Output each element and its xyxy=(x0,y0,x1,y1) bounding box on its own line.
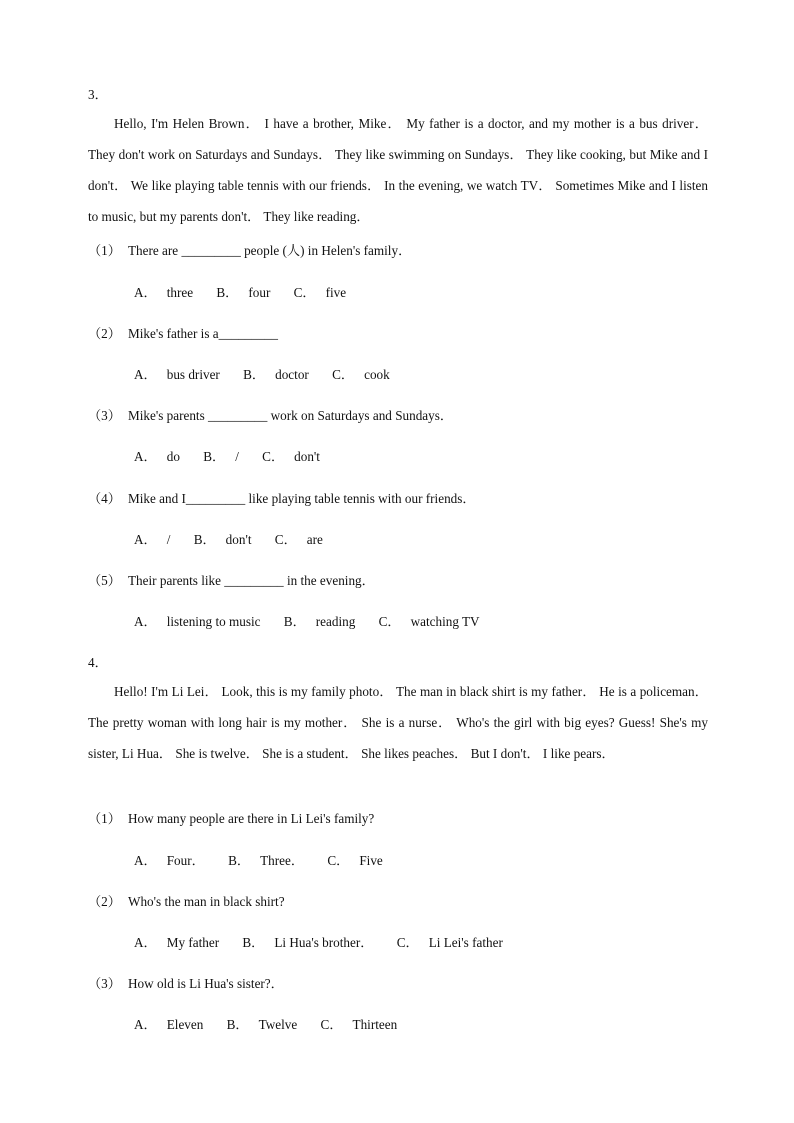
option-b[interactable]: B． Three． xyxy=(228,853,305,868)
question-3-5-stem: Their parents like _________ in the evening． xyxy=(128,573,375,588)
question-3-5: （5） Their parents like _________ in the evening． xyxy=(88,573,375,588)
question-number-4: 4． xyxy=(88,655,108,670)
question-4-2-stem: Who's the man in black shirt? xyxy=(128,894,285,909)
options-4-2 xyxy=(134,932,523,951)
option-b[interactable]: B． Li Hua's brother． xyxy=(242,935,374,950)
option-a[interactable]: A． three xyxy=(134,285,194,300)
option-a[interactable]: A． listening to music xyxy=(134,614,261,629)
option-b[interactable]: B． Twelve xyxy=(226,1017,298,1032)
question-3-4-stem: Mike and I_________ like playing table tennis with our friends． xyxy=(128,491,476,506)
options-4-3 xyxy=(134,1014,417,1033)
option-a[interactable]: A． do xyxy=(134,449,180,464)
option-b[interactable]: B． don't xyxy=(193,532,252,547)
options-3-3 xyxy=(134,446,340,465)
passage-3 xyxy=(88,108,708,232)
option-c[interactable]: C． watching TV xyxy=(378,614,480,629)
passage-4-text: Hello! I'm Li Lei． Look, this is my family photo． The man in black shirt is my father． He is a policeman． The pretty woman with long hair is my mother． She is a nurse． Who's the girl with big eyes? Guess! She's my sister, Li Hua． She is twelve． She is a student． She likes peaches． But I don't． I like pears． xyxy=(88,684,708,761)
option-a[interactable]: A． / xyxy=(134,532,171,547)
option-c[interactable]: C． Li Lei's father xyxy=(396,935,503,950)
option-c[interactable]: C． Thirteen xyxy=(320,1017,398,1032)
question-4-3: （3） How old is Li Hua's sister?． xyxy=(88,976,284,991)
option-c[interactable]: C． cook xyxy=(332,367,390,382)
option-a[interactable]: A． bus driver xyxy=(134,367,220,382)
option-b[interactable]: B． reading xyxy=(283,614,356,629)
options-3-5 xyxy=(134,611,500,630)
question-3-2-stem: Mike's father is a_________ xyxy=(128,326,278,341)
option-a[interactable]: A． Four． xyxy=(134,853,205,868)
options-3-1 xyxy=(134,282,366,301)
question-3-1: （1） There are _________ people (人) in Helen's family． xyxy=(88,243,412,258)
question-4-3-stem: How old is Li Hua's sister?． xyxy=(128,976,284,991)
option-a[interactable]: A． Eleven xyxy=(134,1017,204,1032)
option-c[interactable]: C． five xyxy=(293,285,347,300)
question-4-2: （2） Who's the man in black shirt? xyxy=(88,894,285,909)
question-3-3: （3） Mike's parents _________ work on Saturdays and Sundays． xyxy=(88,408,454,423)
option-b[interactable]: B． / xyxy=(203,449,239,464)
option-a[interactable]: A． My father xyxy=(134,935,220,950)
option-b[interactable]: B． doctor xyxy=(243,367,309,382)
question-3-4: （4） Mike and I_________ like playing table tennis with our friends． xyxy=(88,491,476,506)
option-b[interactable]: B． four xyxy=(216,285,271,300)
option-c[interactable]: C． are xyxy=(274,532,323,547)
question-4-1-stem: How many people are there in Li Lei's family? xyxy=(128,811,375,826)
options-3-2 xyxy=(134,364,410,383)
question-3-1-stem: There are _________ people (人) in Helen's family． xyxy=(128,243,412,258)
question-4-1: （1） How many people are there in Li Lei's family? xyxy=(88,811,375,826)
question-3-2: （2） Mike's father is a_________ xyxy=(88,326,278,341)
passage-3-text: Hello, I'm Helen Brown． I have a brother, Mike． My father is a doctor, and my mother is a bus driver． They don't work on Saturdays and Sundays． They like swimming on Sundays． They like cooking, but Mike and I don't． We like playing table tennis with our friends． In the evening, we watch TV． Sometimes Mike and I listen to music, but my parents don't． They like reading． xyxy=(88,116,708,224)
passage-4 xyxy=(88,676,708,769)
option-c[interactable]: C． Five xyxy=(327,853,383,868)
options-3-4 xyxy=(134,529,343,548)
option-c[interactable]: C． don't xyxy=(262,449,320,464)
question-number-3: 3． xyxy=(88,87,108,102)
options-4-1 xyxy=(134,850,403,869)
question-3-3-stem: Mike's parents _________ work on Saturdays and Sundays． xyxy=(128,408,454,423)
